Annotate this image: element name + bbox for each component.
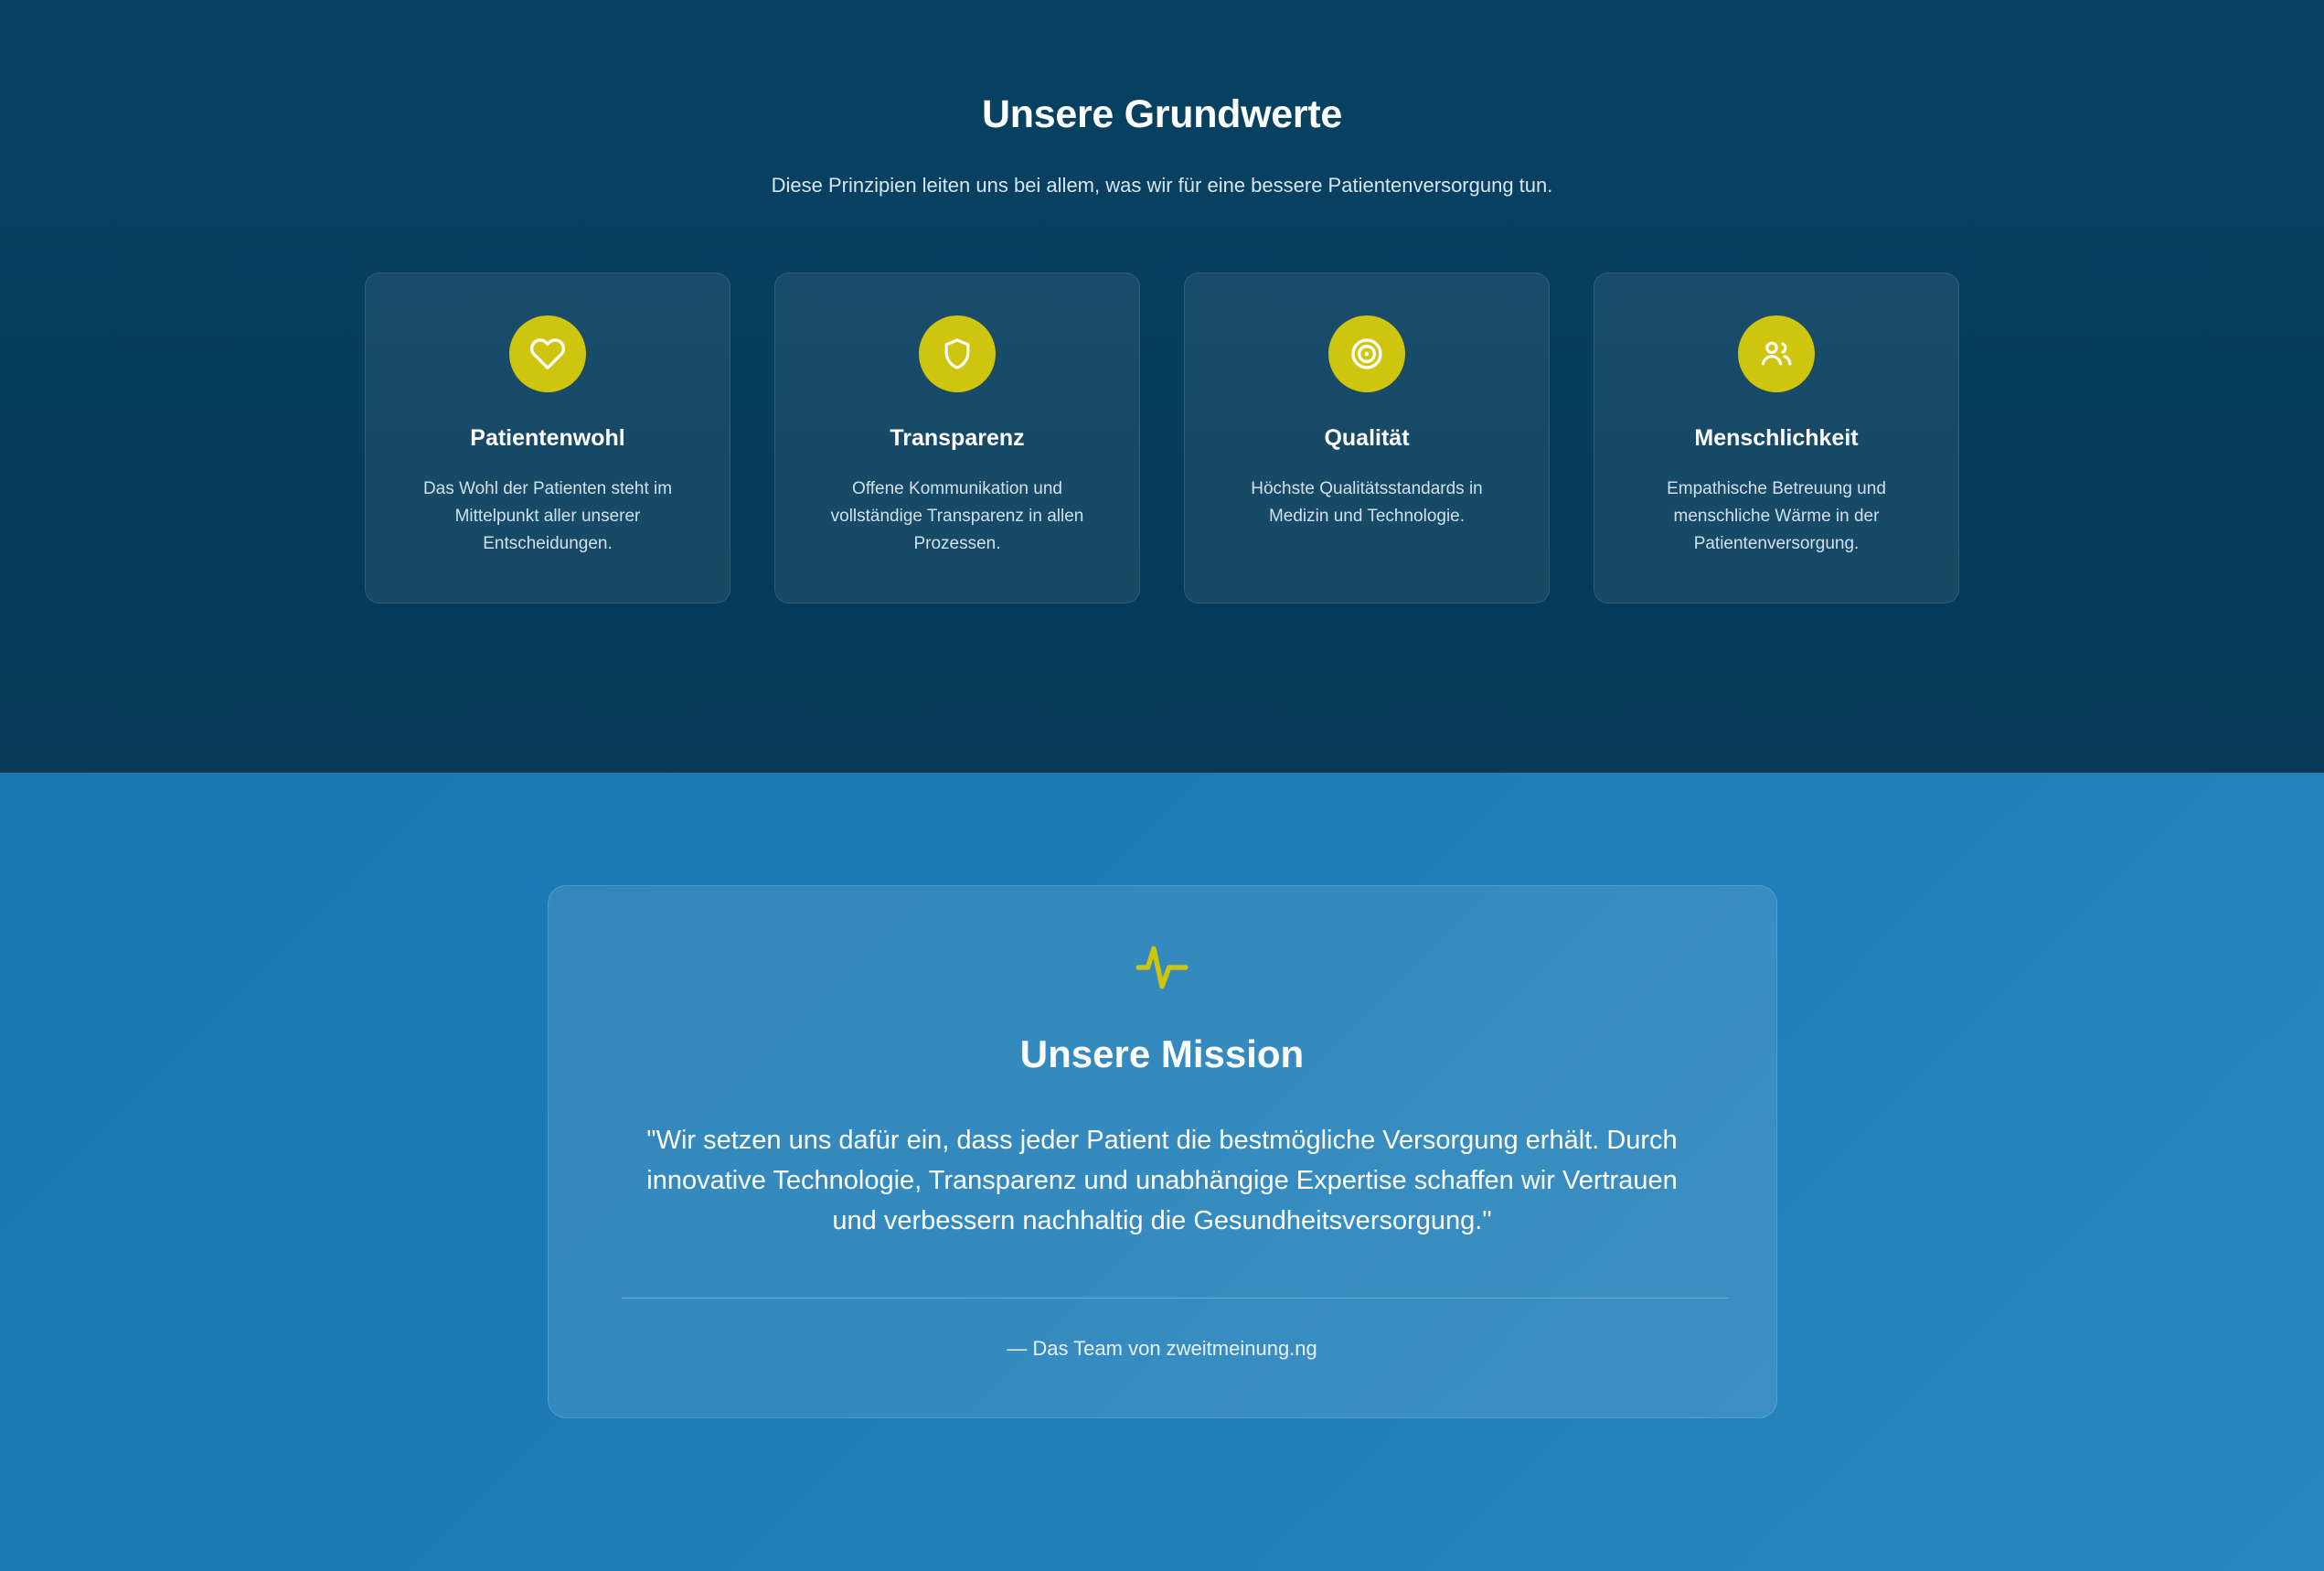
mission-quote: "Wir setzen uns dafür ein, dass jeder Patient die bestmögliche Versorgung erhält. Durch innovative Technologie, Transparenz und unabhängige Expertise schaffen wir Vertrauen und verbessern nachhaltig die Gesundheitsversorgung."	[646, 1126, 1678, 1236]
value-card-text: Das Wohl der Patienten steht im Mittelpunkt aller unserer Entscheidungen.	[422, 478, 673, 553]
value-card-text: Empathische Betreuung und menschliche Wärme in der Patientenversorgung.	[1667, 478, 1886, 553]
value-card-patientenwohl[interactable]	[365, 273, 730, 604]
mission-attribution: — Das Team von zweitmeinung.ng	[1007, 1337, 1317, 1361]
value-card-title: Qualität	[1324, 424, 1410, 451]
value-card-title: Transparenz	[890, 424, 1025, 451]
target-icon	[1328, 315, 1405, 392]
value-card-menschlichkeit[interactable]	[1594, 273, 1959, 604]
section-subtitle: Diese Prinzipien leiten uns bei allem, was wir für eine bessere Patientenversorgung tun.	[771, 173, 1553, 197]
value-card-qualitaet[interactable]	[1184, 273, 1550, 604]
mission-section	[0, 773, 2324, 1571]
heart-icon	[509, 315, 586, 392]
value-card-text: Offene Kommunikation und vollständige Transparenz in allen Prozessen.	[830, 478, 1084, 553]
value-card-transparenz[interactable]	[774, 273, 1140, 604]
mission-card	[548, 885, 1777, 1418]
mission-title: Unsere Mission	[1019, 1032, 1305, 1075]
value-card-title: Menschlichkeit	[1694, 424, 1859, 451]
value-card-text: Höchste Qualitätsstandards in Medizin und Technologie.	[1251, 478, 1483, 526]
value-card-title: Patientenwohl	[470, 424, 625, 451]
page-title: Unsere Grundwerte	[982, 92, 1342, 136]
shield-icon	[919, 315, 996, 392]
pulse-icon	[622, 939, 1703, 996]
value-cards-row	[0, 273, 2324, 604]
people-icon	[1738, 315, 1815, 392]
core-values-section	[0, 0, 2324, 773]
